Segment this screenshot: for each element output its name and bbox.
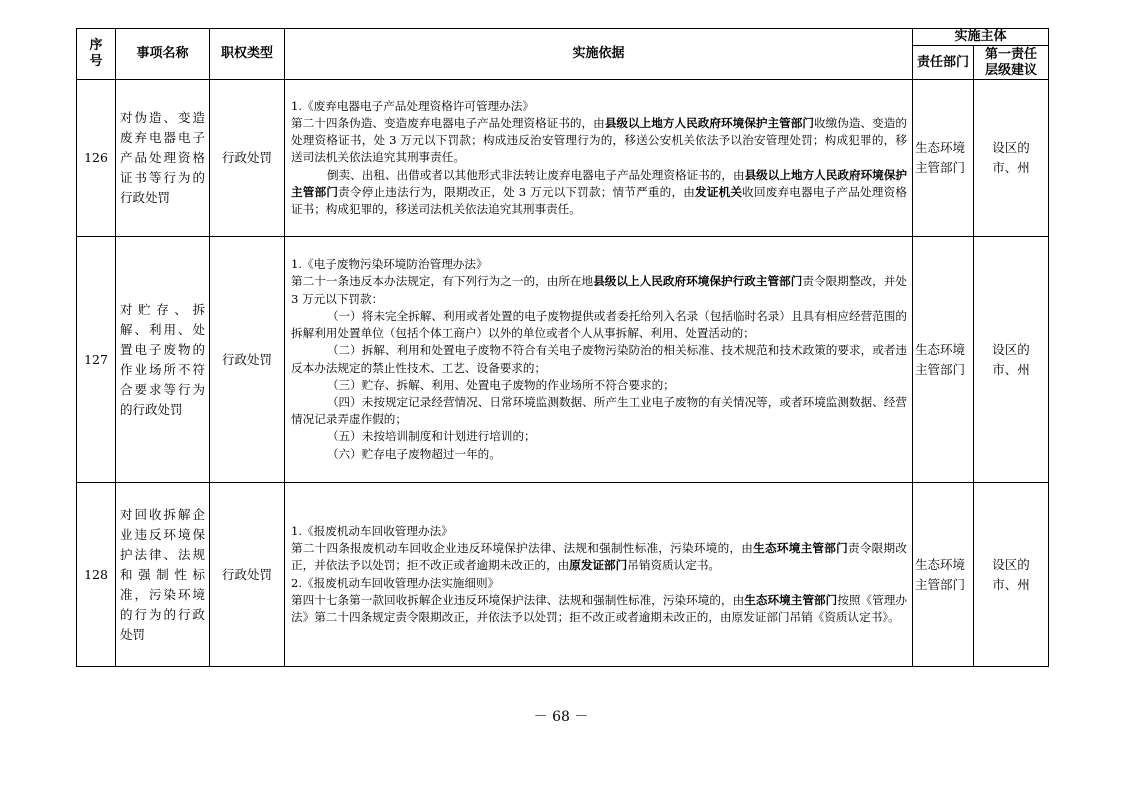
table-row <box>77 483 1049 667</box>
basis-text: 收回废弃电器电子产品处理资格证书；构成犯罪的，移送司法机关依法追究其刑事责任。 <box>291 184 907 216</box>
basis-text: 第四十七条第一款回收拆解企业违反环境保护法律、法规和强制性标准，污染环境的，由 <box>291 592 745 607</box>
basis-text: 收缴伪造、变造的处理资格证书，处 3 万元以下罚款；构成违反治安管理行为的，移送公安机关依法予以治安管理处罚；构成犯罪的，移送司法机关依法追究其刑事责任。 <box>291 115 907 165</box>
basis-paragraph <box>291 98 907 115</box>
header-level: 第一责任层级建议 <box>974 46 1049 80</box>
seq-cell: 126 <box>77 80 116 237</box>
basis-text: 责令限期整改，并处 3 万元以下罚款： <box>291 274 907 306</box>
bold-authority-text: 县级以上地方人民政府环境保护主管部门 <box>291 167 907 199</box>
basis-paragraph <box>291 273 907 307</box>
basis-text: 1.《废弃电器电子产品处理资格许可管理办法》 <box>291 98 534 113</box>
basis-paragraph <box>291 256 907 273</box>
basis-text: 吊销资质认定书。 <box>627 558 721 573</box>
seq-cell: 128 <box>77 483 116 667</box>
first-level-cell: 设区的市、州 <box>974 483 1049 667</box>
responsible-dept-cell: 生态环境主管部门 <box>913 237 974 483</box>
basis-text: （六）贮存电子废物超过一年的。 <box>326 446 501 461</box>
table-row <box>77 237 1049 483</box>
authority-type-cell: 行政处罚 <box>210 80 285 237</box>
basis-text: 责令限期改正，并依法予以处罚；拒不改正或者逾期未改正的，由 <box>291 541 907 573</box>
authority-type-cell: 行政处罚 <box>210 237 285 483</box>
basis-paragraph <box>291 167 907 219</box>
basis-paragraph <box>291 428 907 445</box>
basis-paragraph <box>291 394 907 428</box>
header-seq: 序号 <box>77 29 116 80</box>
item-name-cell: 对回收拆解企业违反环境保护法律、法规和强制性标准，污染环境的行为的行政处罚 <box>116 483 210 667</box>
basis-paragraph <box>291 575 907 592</box>
seq-cell: 127 <box>77 237 116 483</box>
basis-text: 2.《报废机动车回收管理办法实施细则》 <box>291 575 500 590</box>
item-name-cell: 对伪造、变造废弃电器电子产品处理资格证书等行为的行政处罚 <box>116 80 210 237</box>
responsible-dept-cell: 生态环境主管部门 <box>913 483 974 667</box>
bold-authority-text: 生态环境主管部门 <box>753 541 848 556</box>
header-basis: 实施依据 <box>285 29 913 80</box>
first-level-cell: 设区的市、州 <box>974 80 1049 237</box>
basis-text: 倒卖、出租、出借或者以其他形式非法转让废弃电器电子产品处理资格证书的，由 <box>326 167 745 182</box>
basis-paragraph <box>291 308 907 342</box>
bold-authority-text: 县级以上人民政府环境保护行政主管部门 <box>593 274 803 289</box>
table-row <box>77 80 1049 237</box>
basis-text: 第二十一条违反本办法规定，有下列行为之一的，由所在地 <box>291 274 594 289</box>
header-name: 事项名称 <box>116 29 210 80</box>
basis-cell <box>285 237 913 483</box>
page-number: － 68 － <box>533 709 589 725</box>
basis-paragraph <box>291 523 907 540</box>
basis-paragraph <box>291 377 907 394</box>
basis-text: （五）未按培训制度和计划进行培训的； <box>326 429 536 444</box>
basis-text: （一）将未完全拆解、利用或者处置的电子废物提供或者委托给列入名录（包括临时名录）且具有相应经营范围的拆解利用处置单位（包括个体工商户）以外的单位或者个人从事拆解、利用、处置活动的； <box>291 308 907 341</box>
responsible-dept-cell: 生态环境主管部门 <box>913 80 974 237</box>
basis-paragraph <box>291 115 907 167</box>
basis-text: 第二十四条伪造、变造废弃电器电子产品处理资格证书的，由 <box>291 115 605 130</box>
basis-paragraph <box>291 342 907 376</box>
bold-authority-text: 发证机关 <box>695 184 743 199</box>
header-subject: 实施主体 <box>913 29 1049 46</box>
basis-text: 1.《电子废物污染环境防治管理办法》 <box>291 257 488 272</box>
basis-text: （四）未按规定记录经营情况、日常环境监测数据、所产生工业电子废物的有关情况等，或者环境监测数据、经营情况记录弄虚作假的； <box>291 394 907 427</box>
basis-paragraph <box>291 446 907 463</box>
basis-text: 责令停止违法行为，限期改正，处 3 万元以下罚款；情节严重的，由 <box>338 184 696 199</box>
first-level-cell: 设区的市、州 <box>974 237 1049 483</box>
basis-text: （三）贮存、拆解、利用、处置电子废物的作业场所不符合要求的； <box>326 377 675 392</box>
basis-cell <box>285 483 913 667</box>
bold-authority-text: 原发证部门 <box>569 558 628 573</box>
basis-paragraph <box>291 540 907 574</box>
basis-text: （二）拆解、利用和处置电子废物不符合有关电子废物污染防治的相关标准、技术规范和技术政策的要求，或者违反本办法规定的禁止性技术、工艺、设备要求的； <box>291 343 907 375</box>
enforcement-table <box>76 28 1049 667</box>
basis-text: 按照《管理办法》第二十四条规定责令限期改正，并依法予以处罚；拒不改正或者逾期未改正的，由原发证部门吊销《资质认定书》。 <box>291 592 907 624</box>
basis-text: 第二十四条报废机动车回收企业违反环境保护法律、法规和强制性标准，污染环境的，由 <box>291 541 754 556</box>
basis-text: 1.《报废机动车回收管理办法》 <box>291 523 453 538</box>
header-dept: 责任部门 <box>913 46 974 80</box>
basis-paragraph <box>291 592 907 626</box>
item-name-cell: 对贮存、拆解、利用、处置电子废物的作业场所不符合要求等行为的行政处罚 <box>116 237 210 483</box>
bold-authority-text: 生态环境主管部门 <box>744 592 838 607</box>
bold-authority-text: 县级以上地方人民政府环境保护主管部门 <box>604 115 815 130</box>
header-type: 职权类型 <box>210 29 285 80</box>
authority-type-cell: 行政处罚 <box>210 483 285 667</box>
basis-cell <box>285 80 913 237</box>
